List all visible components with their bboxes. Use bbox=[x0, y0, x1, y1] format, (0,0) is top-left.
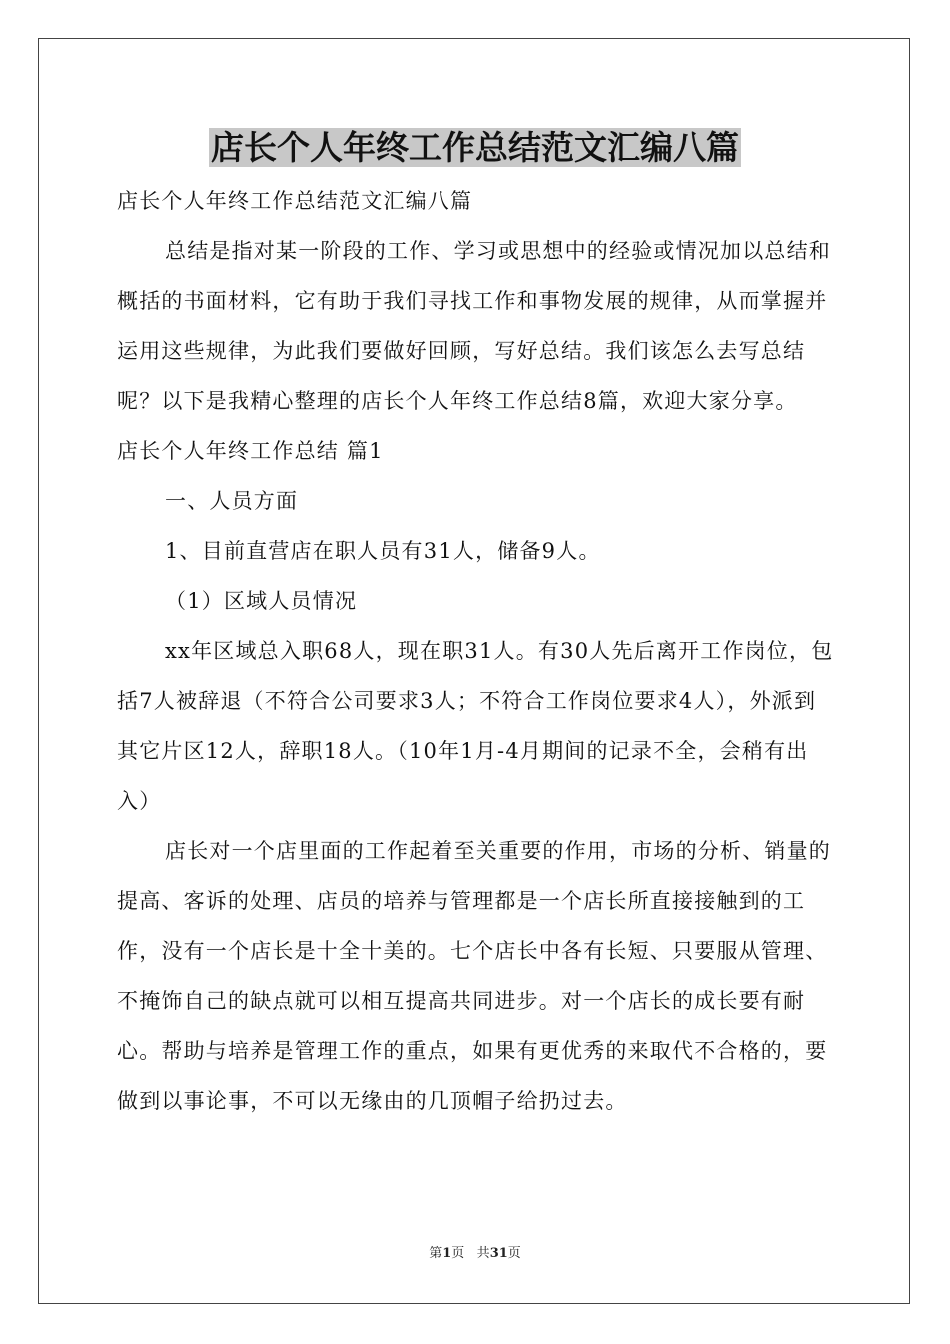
page-prefix: 第 bbox=[429, 1246, 443, 1261]
total-unit: 页 bbox=[507, 1246, 521, 1261]
paragraph: 一、人员方面 bbox=[165, 489, 299, 513]
paragraph: xx年区域总入职68人，现在职31人。有30人先后离开工作岗位，包括7人被辞退（不符合公司要求3人；不符合工作岗位要求4人），外派到其它片区12人，辞职18人。（10年1月-4月期间的记录不全，会稍有出入） bbox=[117, 639, 834, 813]
document-title bbox=[0, 124, 950, 172]
page-current: 1 bbox=[442, 1246, 452, 1261]
page-footer bbox=[0, 1244, 950, 1264]
paragraph: 店长对一个店里面的工作起着至关重要的作用，市场的分析、销量的提高、客诉的处理、店员的培养与管理都是一个店长所直接接触到的工作，没有一个店长是十全十美的。七个店长中各有长短、只要服从管理、不掩饰自己的缺点就可以相互提高共同进步。对一个店长的成长要有耐心。帮助与培养是管理工作的重点，如果有更优秀的来取代不合格的，要做到以事论事，不可以无缘由的几顶帽子给扔过去。 bbox=[117, 839, 831, 1113]
document-title-text: 店长个人年终工作总结范文汇编八篇 bbox=[211, 128, 739, 167]
paragraph: 店长个人年终工作总结范文汇编八篇 bbox=[117, 189, 473, 213]
document-body bbox=[117, 176, 837, 1126]
total-prefix: 共 bbox=[476, 1246, 490, 1261]
page-total: 31 bbox=[489, 1246, 508, 1261]
paragraph: 1、目前直营店在职人员有31人，储备9人。 bbox=[165, 539, 601, 563]
page-unit: 页 bbox=[451, 1246, 465, 1261]
paragraph: 总结是指对某一阶段的工作、学习或思想中的经验或情况加以总结和概括的书面材料，它有助于我们寻找工作和事物发展的规律，从而掌握并运用这些规律，为此我们要做好回顾，写好总结。我们该怎么去写总结呢？以下是我精心整理的店长个人年终工作总结8篇，欢迎大家分享。 bbox=[117, 239, 831, 413]
section-heading: 店长个人年终工作总结 篇1 bbox=[117, 439, 384, 463]
paragraph: （1）区域人员情况 bbox=[165, 589, 358, 613]
